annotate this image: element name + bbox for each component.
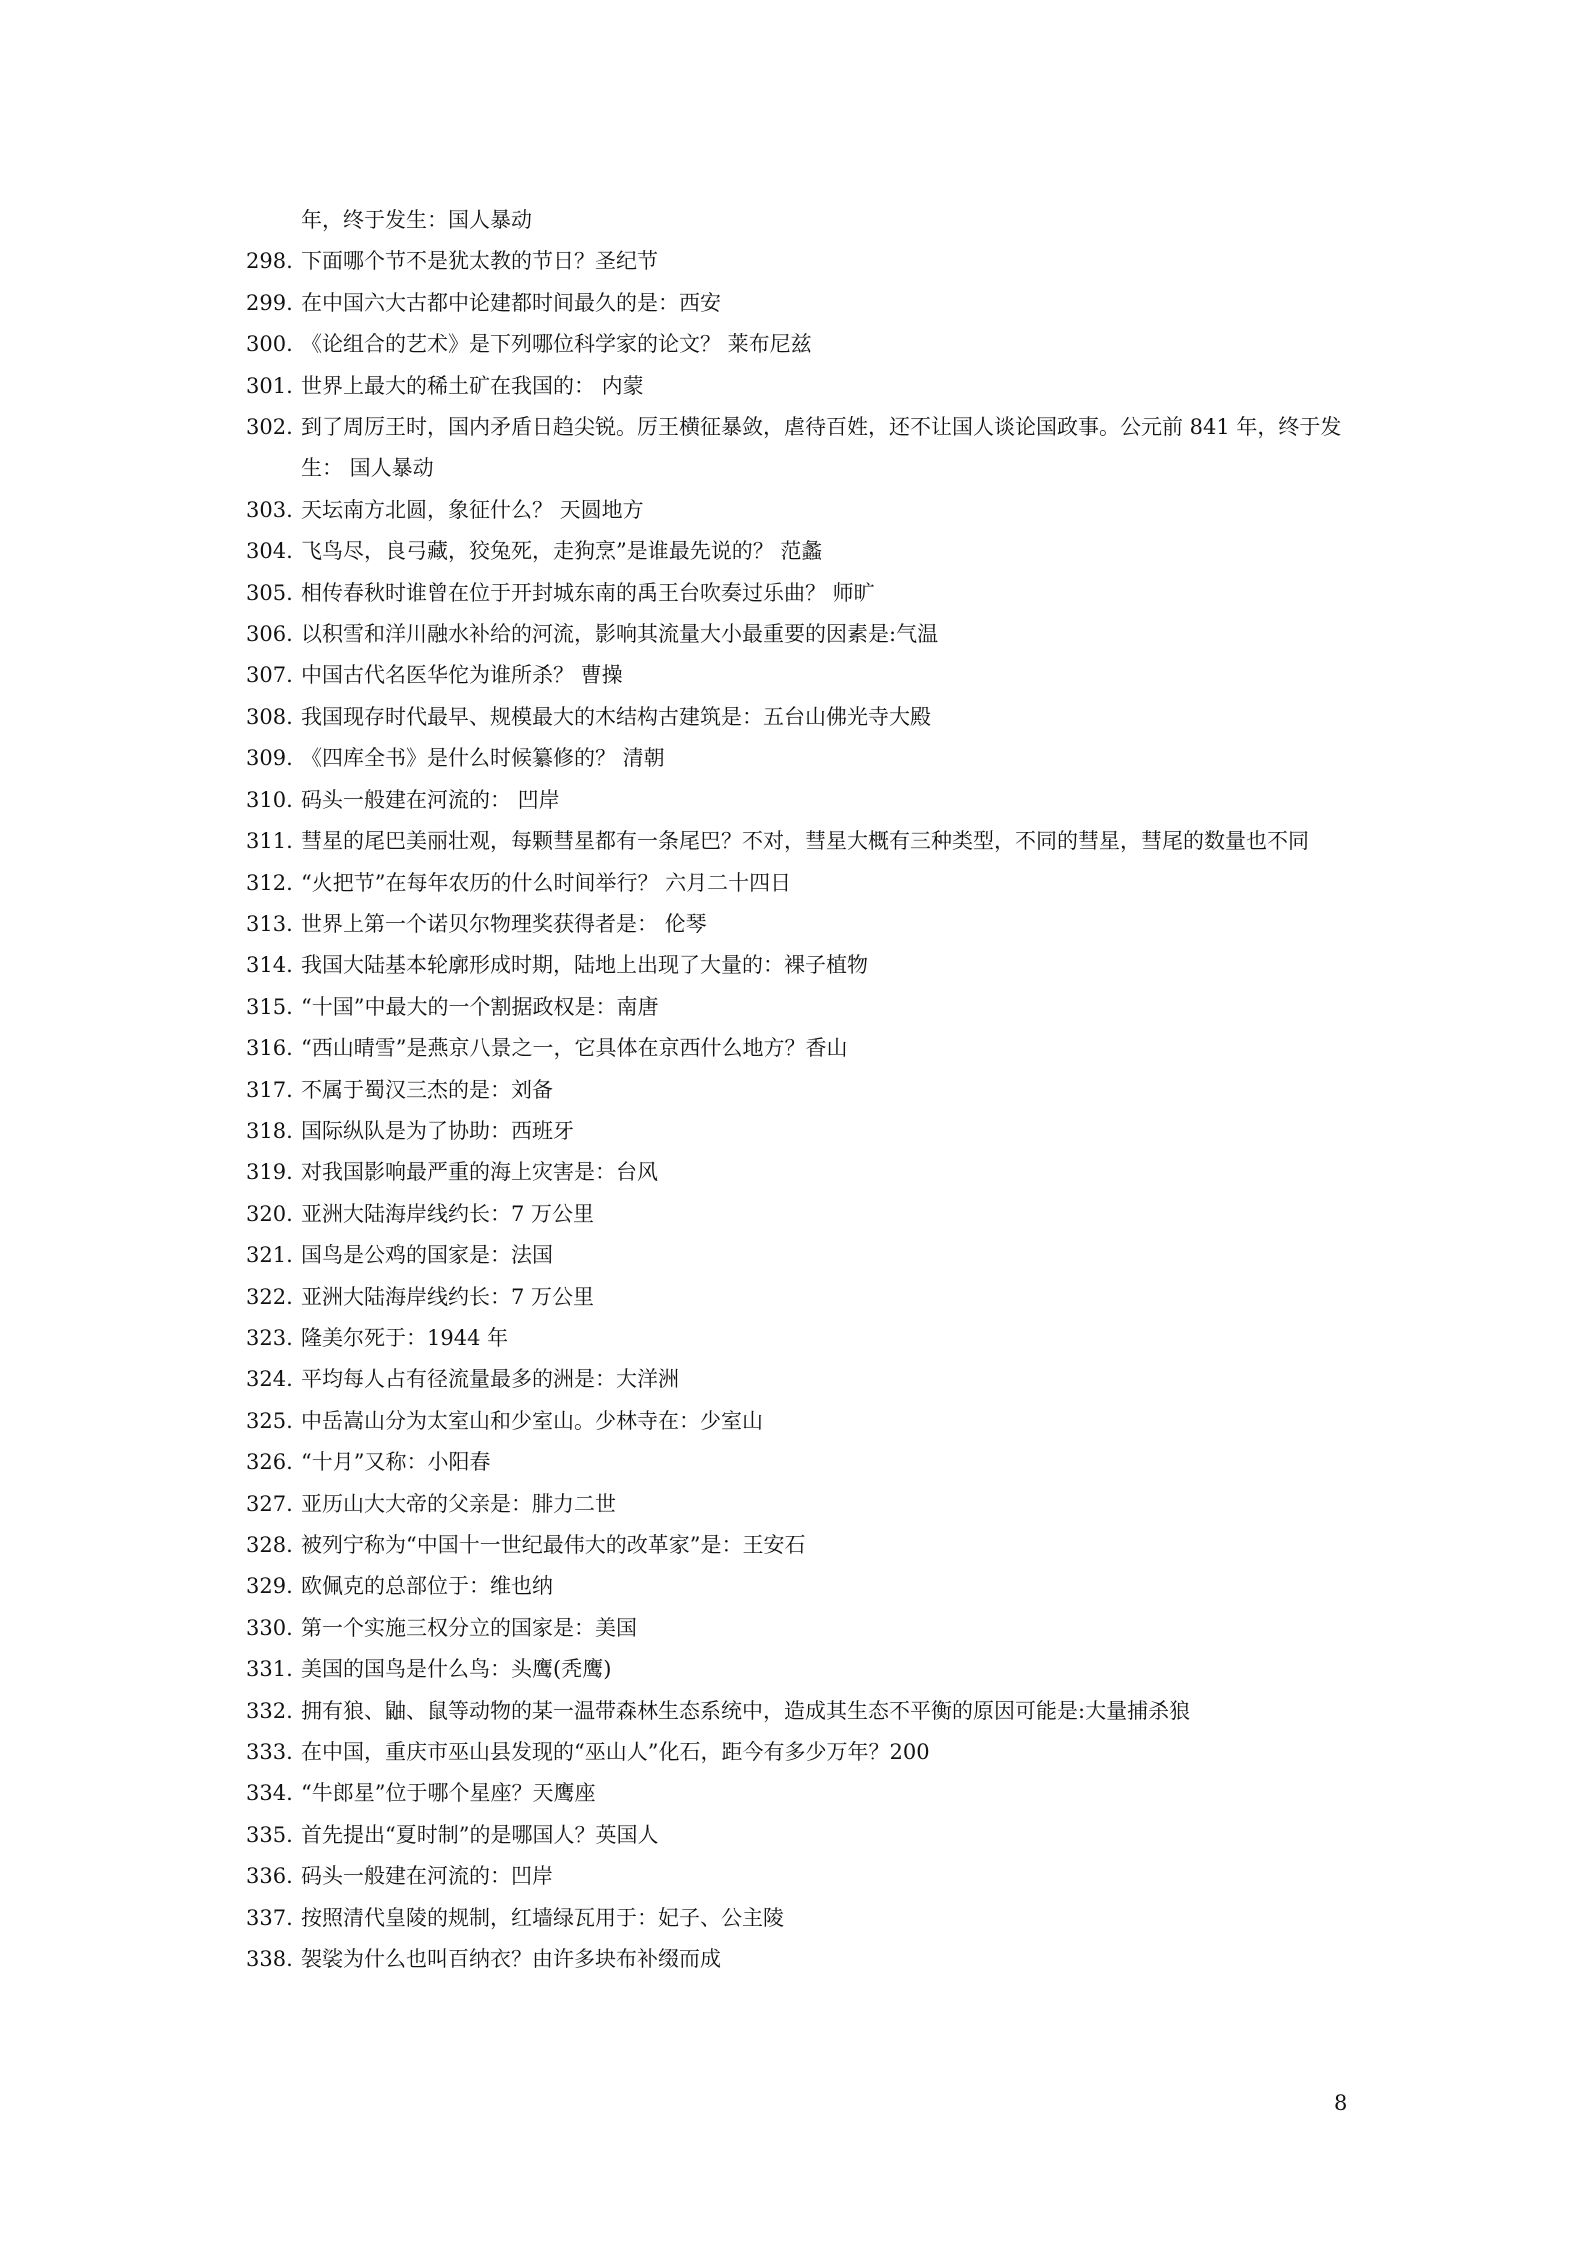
list-item: [246, 1525, 1366, 1566]
list-item: [246, 1773, 1366, 1814]
item-number: 308.: [246, 704, 293, 729]
item-number: 307.: [246, 663, 293, 688]
list-item: [246, 945, 1366, 986]
item-text: “西山晴雪”是燕京八景之一，它具体在京西什么地方？香山: [301, 1036, 848, 1061]
item-text: “十月”又称：小阳春: [301, 1450, 491, 1475]
item-number: 303.: [246, 497, 293, 522]
list-item: [246, 1566, 1366, 1607]
item-text: 平均每人占有径流量最多的洲是：大洋洲: [301, 1367, 679, 1392]
item-number: 337.: [246, 1905, 293, 1930]
list-item: [246, 490, 1366, 531]
item-number: [246, 200, 301, 241]
item-number: 320.: [246, 1201, 293, 1226]
item-text: 彗星的尾巴美丽壮观，每颗彗星都有一条尾巴？不对，彗星大概有三种类型，不同的彗星，彗尾的数量也不同: [301, 829, 1309, 854]
list-item: [246, 573, 1366, 614]
list-item: [246, 1442, 1366, 1483]
item-text: 首先提出“夏时制”的是哪国人？英国人: [301, 1822, 659, 1847]
item-text: 世界上第一个诺贝尔物理奖获得者是： 伦琴: [301, 911, 707, 936]
item-number: 330.: [246, 1615, 293, 1640]
item-number: 332.: [246, 1698, 293, 1723]
item-text: 亚洲大陆海岸线约长：7 万公里: [301, 1284, 595, 1309]
list-item: [246, 780, 1366, 821]
item-text: 被列宁称为“中国十一世纪最伟大的改革家”是：王安石: [301, 1533, 806, 1557]
item-text: “火把节”在每年农历的什么时间举行？ 六月二十四日: [301, 870, 792, 895]
list-item: [246, 283, 1366, 324]
list-item: [246, 1359, 1366, 1400]
item-number: 309.: [246, 746, 293, 771]
list-item: [246, 1111, 1366, 1152]
item-number: 334.: [246, 1781, 293, 1806]
item-number: 302.: [246, 415, 293, 440]
item-text: 隆美尔死于：1944 年: [301, 1325, 509, 1350]
item-number: 310.: [246, 787, 293, 812]
item-number: 304.: [246, 539, 293, 564]
item-number: 338.: [246, 1947, 293, 1972]
list-item: [246, 1732, 1366, 1773]
item-text: 在中国六大古都中论建都时间最久的是：西安: [301, 290, 721, 315]
list-item: [246, 1939, 1366, 1980]
list-item: [246, 738, 1366, 779]
item-text: 《论组合的艺术》是下列哪位科学家的论文？ 莱布尼兹: [301, 332, 812, 357]
item-number: 322.: [246, 1284, 293, 1309]
item-number: 298.: [246, 249, 293, 274]
list-item: [246, 531, 1366, 572]
list-item: [246, 241, 1366, 282]
item-text: 亚历山大大帝的父亲是：腓力二世: [301, 1491, 616, 1516]
item-text: 不属于蜀汉三杰的是：刘备: [301, 1077, 553, 1102]
item-text: 在中国，重庆市巫山县发现的“巫山人”化石，距今有多少万年？200: [301, 1740, 930, 1765]
item-text: 码头一般建在河流的： 凹岸: [301, 787, 560, 812]
item-text: 亚洲大陆海岸线约长：7 万公里: [301, 1201, 595, 1226]
item-number: 319.: [246, 1160, 293, 1185]
item-number: 315.: [246, 994, 293, 1019]
item-number: 318.: [246, 1118, 293, 1143]
list-item: [246, 1318, 1366, 1359]
item-text: 中国古代名医华佗为谁所杀？ 曹操: [301, 663, 623, 688]
list-item: [246, 200, 1366, 241]
item-text: 对我国影响最严重的海上灾害是：台风: [301, 1160, 658, 1185]
page-number: 8: [1334, 2091, 1348, 2115]
item-text: 国鸟是公鸡的国家是：法国: [301, 1243, 553, 1268]
item-text: 我国现存时代最早、规模最大的木结构古建筑是：五台山佛光寺大殿: [301, 704, 931, 729]
list-item: [246, 366, 1366, 407]
item-text: 国际纵队是为了协助：西班牙: [301, 1118, 574, 1143]
list-item: [246, 1152, 1366, 1193]
list-item: [246, 1277, 1366, 1318]
item-number: 335.: [246, 1822, 293, 1847]
list-item: [246, 1856, 1366, 1897]
item-number: 306.: [246, 622, 293, 647]
item-number: 313.: [246, 911, 293, 936]
list-item: [246, 1484, 1366, 1525]
item-text: 下面哪个节不是犹太教的节日？圣纪节: [301, 249, 658, 274]
item-text: 按照清代皇陵的规制，红墙绿瓦用于：妃子、公主陵: [301, 1905, 784, 1930]
item-text: 年，终于发生：国人暴动: [301, 208, 532, 232]
list-item: [246, 655, 1366, 696]
item-text: 欧佩克的总部位于：维也纳: [301, 1574, 553, 1599]
qa-list: [246, 200, 1366, 1980]
item-number: 299.: [246, 290, 293, 315]
item-number: 333.: [246, 1740, 293, 1765]
list-item: [246, 614, 1366, 655]
item-text: 拥有狼、鼬、鼠等动物的某一温带森林生态系统中，造成其生态不平衡的原因可能是:大量捕杀狼: [301, 1698, 1191, 1723]
list-item: [246, 1649, 1366, 1690]
item-text: 袈裟为什么也叫百纳衣？由许多块布补缀而成: [301, 1947, 721, 1972]
list-item: [246, 1898, 1366, 1939]
list-item: [246, 863, 1366, 904]
item-text: 第一个实施三权分立的国家是：美国: [301, 1615, 637, 1640]
list-item: [246, 1194, 1366, 1235]
item-number: 321.: [246, 1243, 293, 1268]
item-text: 飞鸟尽，良弓藏，狡兔死，走狗烹”是谁最先说的？ 范蠡: [301, 539, 823, 564]
list-item: [246, 1401, 1366, 1442]
item-text: 相传春秋时谁曾在位于开封城东南的禹王台吹奏过乐曲？ 师旷: [301, 580, 875, 605]
list-item: [246, 324, 1366, 365]
item-number: 328.: [246, 1533, 293, 1557]
item-number: 312.: [246, 870, 293, 895]
item-text: 我国大陆基本轮廓形成时期，陆地上出现了大量的：裸子植物: [301, 953, 868, 978]
item-number: 329.: [246, 1574, 293, 1599]
list-item: [246, 821, 1366, 862]
item-text: “牛郎星”位于哪个星座？天鹰座: [301, 1781, 596, 1806]
list-item: [246, 1235, 1366, 1276]
item-text: 美国的国鸟是什么鸟：头鹰(秃鹰): [301, 1657, 612, 1682]
item-number: 317.: [246, 1077, 293, 1102]
item-number: 331.: [246, 1657, 293, 1682]
item-number: 326.: [246, 1450, 293, 1475]
list-item: [246, 904, 1366, 945]
list-item: [246, 987, 1366, 1028]
item-number: 316.: [246, 1036, 293, 1061]
item-text: 到了周厉王时，国内矛盾日趋尖锐。厉王横征暴敛，虐待百姓，还不让国人谈论国政事。公元前 841 年，终于发生： 国人暴动: [301, 415, 1342, 481]
item-number: 305.: [246, 580, 293, 605]
list-item: [246, 1028, 1366, 1069]
item-number: 336.: [246, 1864, 293, 1889]
list-item: [246, 1815, 1366, 1856]
item-number: 324.: [246, 1367, 293, 1392]
item-text: 《四库全书》是什么时候纂修的？ 清朝: [301, 746, 665, 771]
item-number: 327.: [246, 1491, 293, 1516]
item-number: 325.: [246, 1408, 293, 1433]
item-text: 以积雪和洋川融水补给的河流，影响其流量大小最重要的因素是:气温: [301, 622, 939, 647]
list-item: [246, 1608, 1366, 1649]
item-text: 世界上最大的稀土矿在我国的： 内蒙: [301, 373, 644, 398]
item-text: 中岳嵩山分为太室山和少室山。少林寺在：少室山: [301, 1408, 763, 1433]
item-number: 314.: [246, 953, 293, 978]
item-number: 311.: [246, 829, 293, 854]
item-text: 天坛南方北圆，象征什么？ 天圆地方: [301, 497, 644, 522]
item-text: “十国”中最大的一个割据政权是：南唐: [301, 994, 659, 1019]
item-number: 323.: [246, 1325, 293, 1350]
item-text: 码头一般建在河流的：凹岸: [301, 1864, 553, 1889]
list-item: [246, 407, 1366, 490]
list-item: [246, 1691, 1366, 1732]
item-number: 301.: [246, 373, 293, 398]
item-number: 300.: [246, 332, 293, 357]
list-item: [246, 697, 1366, 738]
list-item: [246, 1070, 1366, 1111]
